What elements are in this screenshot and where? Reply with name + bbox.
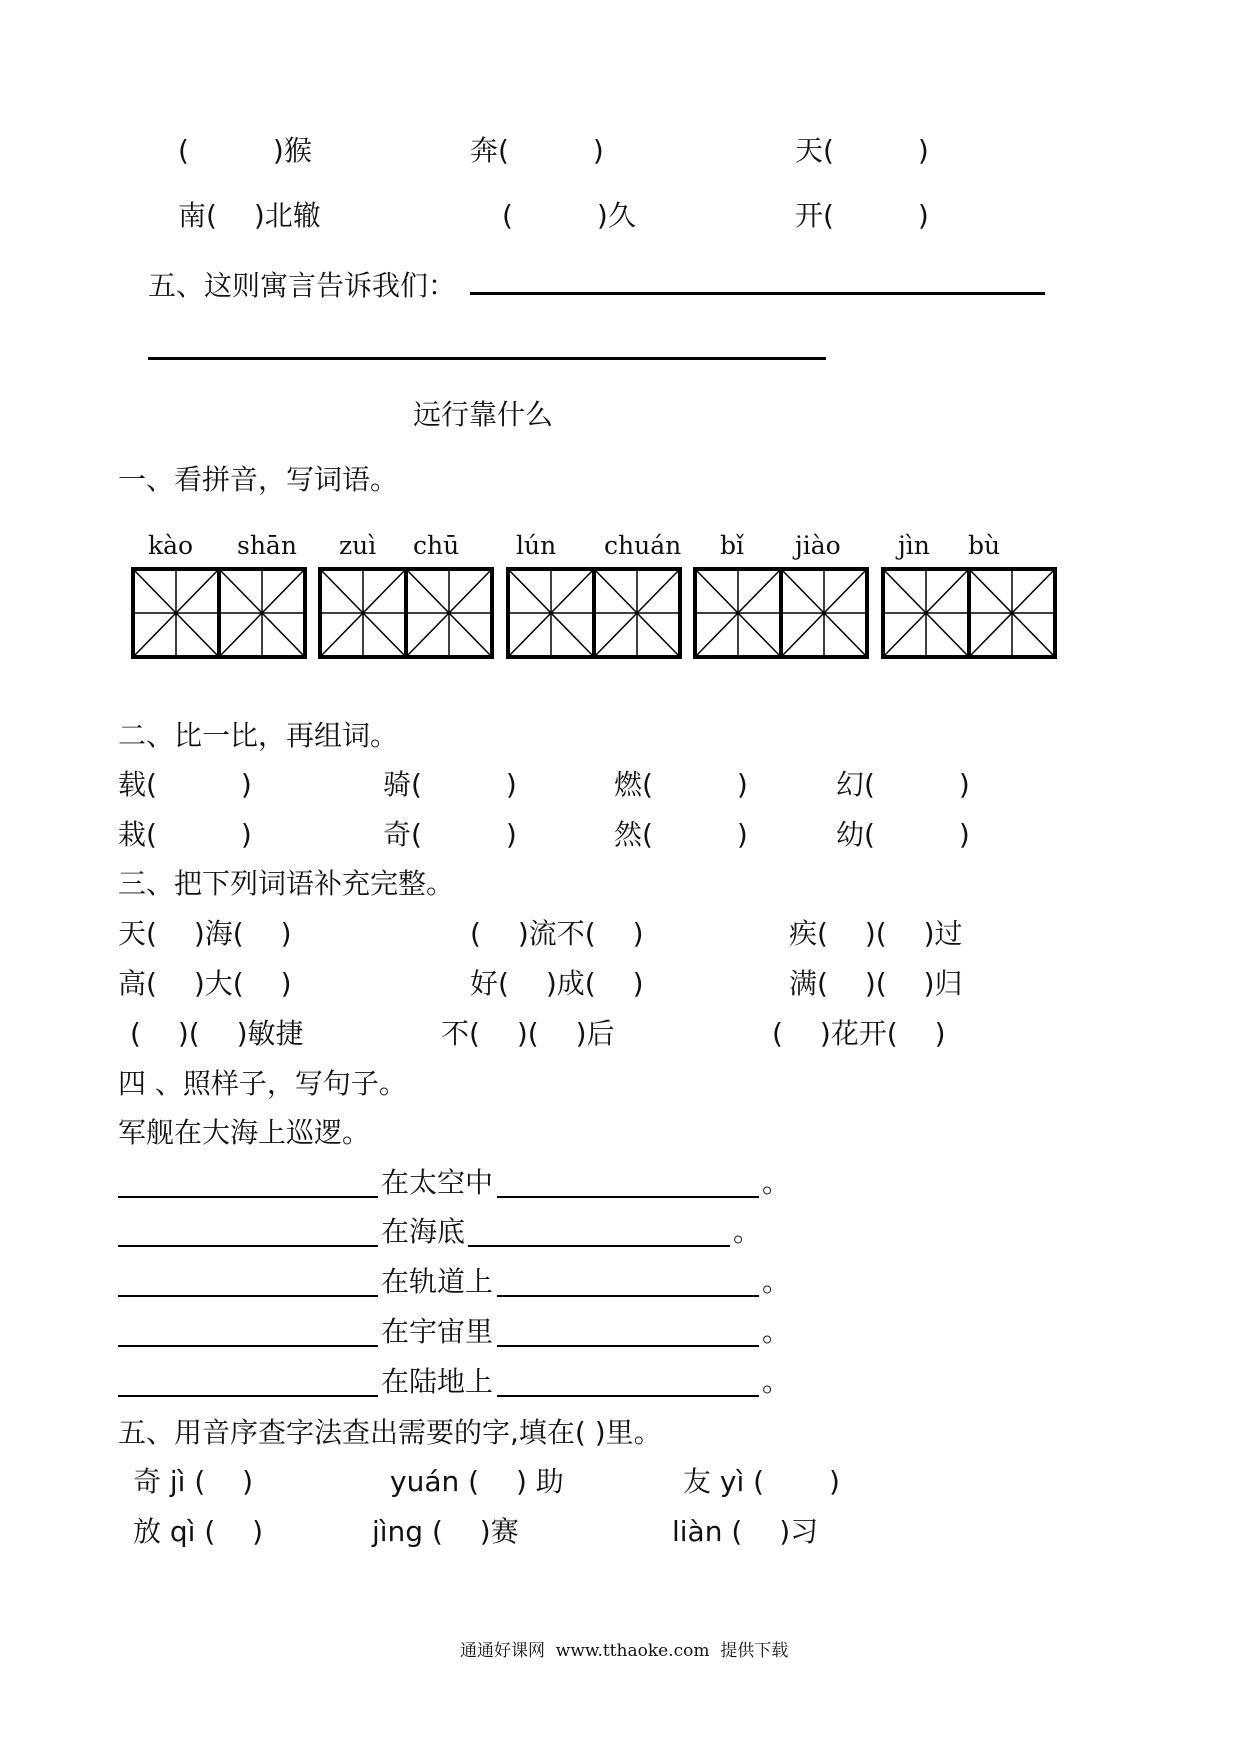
writing-grid[interactable] (881, 567, 1057, 659)
idiom-fill: 天( )海( ) (118, 917, 292, 950)
idiom-fill: 不( )( )后 (441, 1017, 615, 1050)
idiom-fill: 疾( )( )过 (789, 917, 963, 950)
sentence-part: 在轨道上 (381, 1265, 494, 1298)
pinyin-label: lún (516, 531, 557, 560)
idiom-blank-5: ( )久 (502, 199, 636, 232)
footer-source: 通通好课网 www.tthaoke.com 提供下载 (460, 1641, 789, 1661)
pinyin-label: shān (237, 531, 297, 560)
fable-moral-label: 五、这则寓言告诉我们： (148, 269, 457, 302)
blank-line[interactable] (118, 1395, 378, 1397)
pinyin-label: kào (148, 531, 194, 560)
sentence-part: 在海底 (381, 1215, 466, 1248)
idiom-fill: ( )流不( ) (470, 917, 644, 950)
idiom-blank-4: 南( )北辙 (178, 199, 321, 232)
pinyin-label: bù (968, 531, 1001, 560)
pinyin-label: zuì (339, 531, 377, 560)
compare-word: 栽( ) (118, 818, 252, 851)
example-sentence: 军舰在大海上巡逻。 (118, 1116, 371, 1149)
idiom-blank-6: 开( ) (795, 199, 929, 232)
period-mark: 。 (762, 1265, 791, 1298)
pinyin-label: chū (413, 531, 460, 560)
lesson-title: 远行靠什么 (413, 398, 554, 431)
compare-word: 幻( ) (836, 768, 970, 801)
blank-line[interactable] (468, 1245, 730, 1247)
writing-grid[interactable] (506, 567, 682, 659)
idiom-fill: ( )花开( ) (772, 1017, 946, 1050)
blank-line[interactable] (497, 1196, 759, 1198)
blank-line[interactable] (497, 1395, 759, 1397)
pinyin-label: jiào (795, 531, 841, 560)
idiom-fill: ( )( )敏捷 (130, 1017, 304, 1050)
compare-word: 然( ) (614, 818, 748, 851)
pinyin-label: chuán (604, 531, 682, 560)
idiom-blank-1: ( )猴 (178, 134, 312, 167)
blank-line[interactable] (118, 1295, 378, 1297)
q2-heading: 二、比一比，再组词。 (118, 719, 399, 752)
writing-grid[interactable] (318, 567, 494, 659)
blank-line[interactable] (118, 1196, 378, 1198)
blank-line[interactable] (497, 1295, 759, 1297)
idiom-fill: 满( )( )归 (789, 967, 963, 1000)
blank-line[interactable] (118, 1345, 378, 1347)
lookup-item: liàn ( )习 (672, 1515, 819, 1548)
compare-word: 奇( ) (383, 818, 517, 851)
lookup-item: jìng ( )赛 (372, 1515, 519, 1548)
writing-grid[interactable] (693, 567, 869, 659)
period-mark: 。 (733, 1215, 762, 1248)
idiom-blank-2: 奔( ) (470, 134, 604, 167)
lookup-item: 友 yì ( ) (683, 1465, 840, 1498)
sentence-part: 在宇宙里 (381, 1315, 494, 1348)
lookup-item: 奇 jì ( ) (133, 1465, 254, 1498)
pinyin-label: bǐ (720, 531, 744, 560)
answer-line (470, 292, 1045, 295)
q1-heading: 一、看拼音，写词语。 (118, 463, 399, 496)
blank-line[interactable] (118, 1245, 378, 1247)
idiom-fill: 好( )成( ) (470, 967, 644, 1000)
idiom-fill: 高( )大( ) (118, 967, 292, 1000)
compare-word: 幼( ) (836, 818, 970, 851)
sentence-part: 在陆地上 (381, 1365, 494, 1398)
sentence-part: 在太空中 (381, 1166, 494, 1199)
compare-word: 骑( ) (383, 768, 517, 801)
idiom-blank-3: 天( ) (795, 134, 929, 167)
lookup-item: 放 qì ( ) (133, 1515, 264, 1548)
q5-heading: 五、用音序查字法查出需要的字,填在( )里。 (118, 1416, 662, 1449)
period-mark: 。 (762, 1315, 791, 1348)
period-mark: 。 (762, 1166, 791, 1199)
q4-heading: 四 、照样子，写句子。 (118, 1067, 407, 1100)
compare-word: 燃( ) (614, 768, 748, 801)
lookup-item: yuán ( ) 助 (390, 1465, 564, 1498)
period-mark: 。 (762, 1365, 791, 1398)
writing-grid[interactable] (131, 567, 307, 659)
pinyin-label: jìn (898, 531, 930, 560)
blank-line[interactable] (497, 1345, 759, 1347)
answer-line (148, 357, 826, 360)
compare-word: 载( ) (118, 768, 252, 801)
q3-heading: 三、把下列词语补充完整。 (118, 867, 455, 900)
